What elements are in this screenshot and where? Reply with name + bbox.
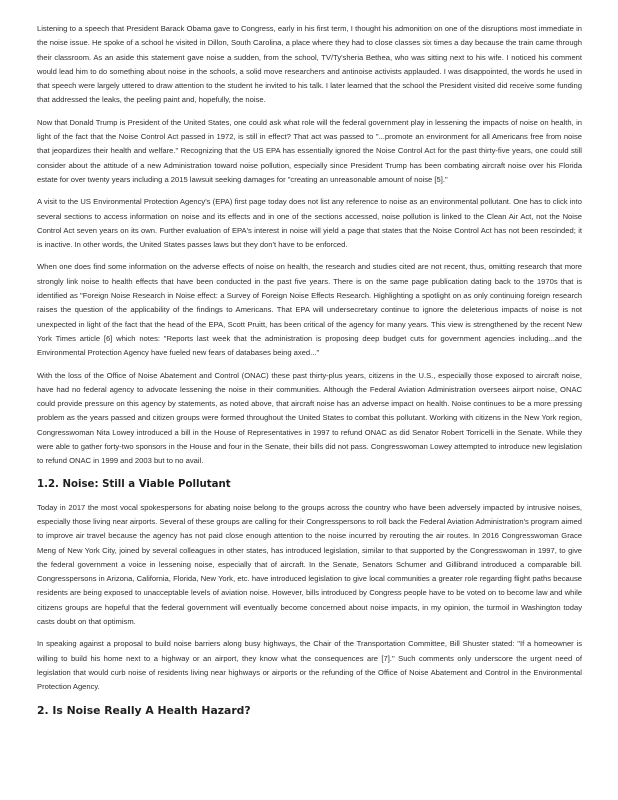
paragraph-citizen-groups: Today in 2017 the most vocal spokespersons for abating noise belong to the groups across the country who have been adversely impacted by intrusive noises, especially those living near airports. Several of these groups are calling for their Congresspersons to roll back the Federal Aviation Administration's program aimed to improve air travel because the agency has not paid close enough attention to the noise incurred by rerouting the air routes. In 2016 Congresswoman Grace Meng of New York City, joined by several colleagues in other states, has introduced legislation, similar to that supported by the Congresswoman in 1997, to give the federal government a voice in lessening noise, especially that of aircraft. In the Senate, Senators Schumer and Gillibrand introduced a comparable bill. Congresspersons in Arizona, California, Florida, New York, etc. have introduced legislation to give local communities a greater role regarding flight paths because residents are being exposed to unacceptable levels of aviation noise. However, bills introduced by Congress people have to be voted on to become law and while citizens groups are hopeful that the federal government will eventually become concerned about noise impacts, in my opinion, the turmoil in Washington today casts doubt on that optimism. xyxy=(37,502,582,626)
paragraph-health-research: When one does find some information on the adverse effects of noise on health, the research and studies cited are not recent, thus, omitting research that more strongly link noise to health effects that have been conducted in the past five years. There is on the same page publication dating back to the 1970s that is identified as "Foreign Noise Research in Noise effect: a Survey of Foreign Noise Effects Research. Highlighting a spotlight on as only continuing foreign research raises the question of the applicability of the findings to Americans. That EPA will undersecretary continue to ignore the deleterious impacts of noise is not unexpected in light of the fact that the head of the EPA, Scott Pruitt, has been critical of the agency for many years. This view is strengthened by the recent New York Times article [6] which notes: "Reports last week that the administration is proposing deep budget cuts for government agencies including...and the Environmental Protection Agency have fueled new fears of databases being axed..." xyxy=(37,262,582,358)
paragraph-noise-barriers: In speaking against a proposal to build noise barriers along busy highways, the Chair of the Transportation Committee, Bill Shuster stated: "If a homeowner is willing to build his home next to a highway or an airport, they know what the consequences are [7]." Such comments only underscore the urgent need of legislation that would curb noise of residents living near highways or airports or the refunding of the Office of Noise Abatement and Control in the Environmental Protection Agency. xyxy=(37,639,582,692)
paragraph-onac-history: With the loss of the Office of Noise Abatement and Control (ONAC) these past thirty-plus years, citizens in the U.S., especially those exposed to aircraft noise, have had no federal agency to advocate lessening the noise in their communities. Although the Federal Aviation Administration oversees airport noise, ONAC could provide pressure on this agency by statements, as noted above, that aircraft noise has an adverse impact on health. Noise continues to be a more pressing problem as the years passed and citizen groups were formed throughout the United States to combat this pollutant. Working with citizens in the New York region, Congresswoman Nita Lowey introduced a bill in the House of Representatives in 1997 to refund ONAC as did Senator Robert Torricelli in the Senate. While they were able to gather forty-two sponsors in the House and four in the Senate, their bills did not pass. Congresswoman Lowey attempted to introduce new legislation to refund ONAC in 1999 and 2003 but to no avail. xyxy=(37,370,582,466)
paragraph-obama-speech: Listening to a speech that President Barack Obama gave to Congress, early in his first term, I thought his admonition on one of the disruptions most immediate in the noise issue. He spoke of a school he visited in Dillon, South Carolina, a place where they had to close classes six times a day because the train came through their classroom. As an aside this statement gave noise a sudden, from the school, TV/Ty'sheria Bethea, who was sitting next to his wife. I noticed his comment would lead him to do something about noise in the schools, a solid move researchers and antinoise activists applauded. I was disappointed, the words he used in that speech were largely uttered to draw attention to the student he invited to his talk. I later learned that the school the President visited did receive some funding that addressed the leaks, the peeling paint and, hopefully, the noise. xyxy=(37,24,582,105)
paragraph-epa-website: A visit to the US Environmental Protection Agency's (EPA) first page today does not list any reference to noise as an environmental pollutant. One has to click into several sections to access information on noise and its effects and in one of the sections accessed, noise pollution is linked to the Clean Air Act, not the Noise Control Act seven years on its own. Further evaluation of EPA's interest in noise will yield a page that states that the Noise Control Act has not been rescinded; it is inactive. In other words, the United States passes laws but they don't have to be enforced. xyxy=(37,197,582,250)
paragraph-noise-control-act: Now that Donald Trump is President of the United States, one could ask what role will the federal government play in lessening the impacts of noise on health, in light of the fact that the Noise Control Act passed in 1972, is still in effect? That act was passed to "...promote an environment for all Americans free from noise that jeopardizes their health and welfare." Recognizing that the US EPA has essentially ignored the Noise Control Act for the past thirty-five years, one could still consider about the attitude of a new Administration toward noise pollution, especially since President Trump has been combating aircraft noise over his Florida estate for over twenty years including a 2015 lawsuit seeking damages for "creating an unreasonable amount of noise [5]." xyxy=(37,117,582,184)
subsection-heading: 1.2. Noise: Still a Viable Pollutant xyxy=(37,478,231,490)
section-heading: 2. Is Noise Really A Health Hazard? xyxy=(37,704,251,718)
